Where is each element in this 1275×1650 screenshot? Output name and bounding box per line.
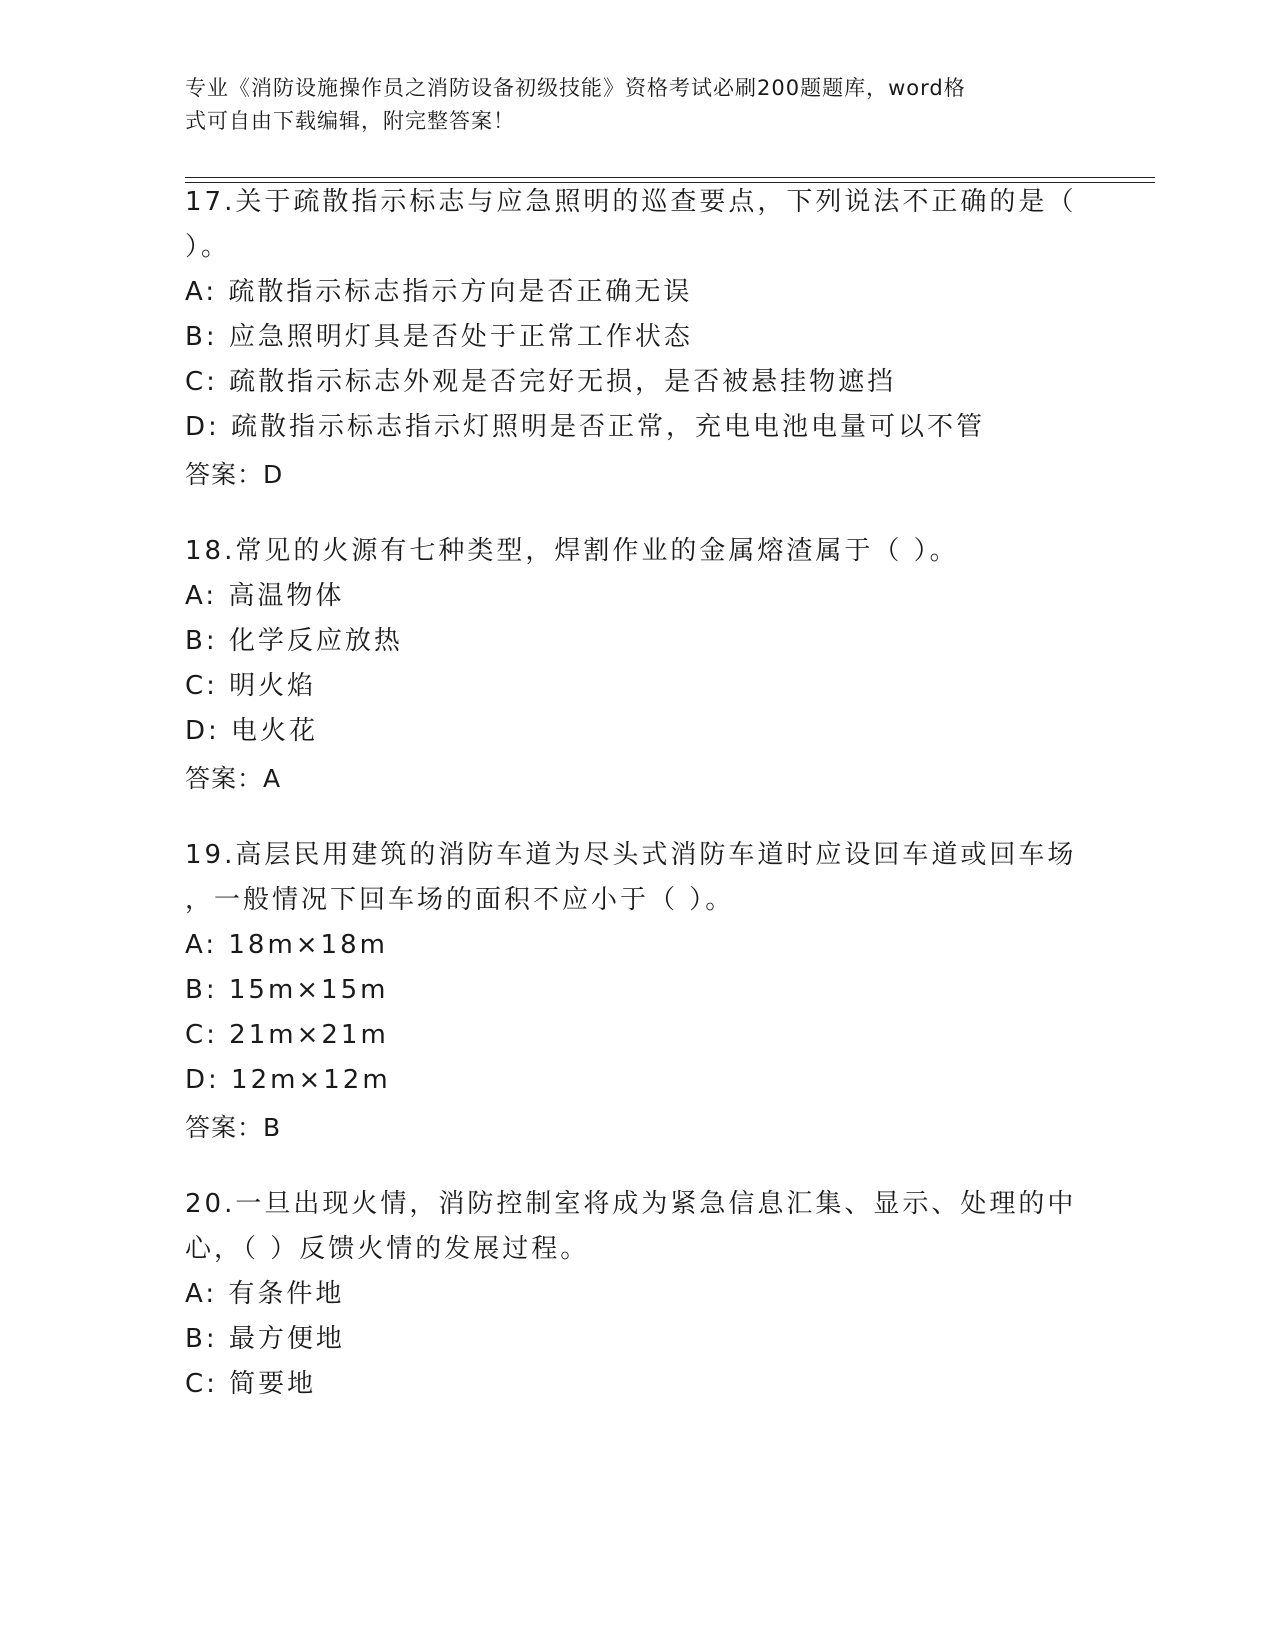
option-d: D: 疏散指示标志指示灯照明是否正常，充电电池电量可以不管 bbox=[185, 412, 986, 442]
question-18 bbox=[185, 529, 1085, 801]
question-stem-line-1: 17.关于疏散指示标志与应急照明的巡查要点，下列说法不正确的是（ bbox=[185, 187, 1077, 217]
question-stem-line-2: ，一般情况下回车场的面积不应小于（ ）。 bbox=[185, 885, 735, 915]
question-stem-line-1: 19.高层民用建筑的消防车道为尽头式消防车道时应设回车道或回车场 bbox=[185, 840, 1077, 870]
question-stem-line-1: 20.一旦出现火情，消防控制室将成为紧急信息汇集、显示、处理的中 bbox=[185, 1189, 1077, 1219]
option-a: A: 疏散指示标志指示方向是否正确无误 bbox=[185, 277, 693, 307]
document-header bbox=[185, 72, 1085, 138]
question-stem-line-1: 18.常见的火源有七种类型，焊割作业的金属熔渣属于（ ）。 bbox=[185, 536, 959, 566]
option-a: A: 有条件地 bbox=[185, 1279, 345, 1309]
option-a: A: 高温物体 bbox=[185, 581, 345, 611]
option-d: D: 12m×12m bbox=[185, 1065, 391, 1095]
option-c: C: 简要地 bbox=[185, 1369, 317, 1399]
option-c: C: 疏散指示标志外观是否完好无损，是否被悬挂物遮挡 bbox=[185, 367, 897, 397]
question-20 bbox=[185, 1182, 1085, 1407]
header-divider-top bbox=[185, 177, 1155, 178]
option-c: C: 明火焰 bbox=[185, 671, 317, 701]
question-stem-line-2: 心，（ ）反馈火情的发展过程。 bbox=[185, 1234, 590, 1264]
question-stem-line-2: ）。 bbox=[185, 232, 231, 262]
header-line-1: 专业《消防设施操作员之消防设备初级技能》资格考试必刷200题题库，word格 bbox=[185, 76, 966, 100]
question-17 bbox=[185, 180, 1085, 497]
header-line-2: 式可自由下载编辑，附完整答案！ bbox=[185, 109, 515, 133]
answer: 答案：B bbox=[185, 1113, 282, 1142]
option-b: B: 应急照明灯具是否处于正常工作状态 bbox=[185, 322, 693, 352]
question-19 bbox=[185, 833, 1085, 1150]
option-a: A: 18m×18m bbox=[185, 930, 388, 960]
option-b: B: 化学反应放热 bbox=[185, 626, 403, 656]
option-b: B: 最方便地 bbox=[185, 1324, 345, 1354]
option-d: D: 电火花 bbox=[185, 716, 319, 746]
answer: 答案：A bbox=[185, 764, 282, 793]
answer: 答案：D bbox=[185, 460, 284, 489]
option-c: C: 21m×21m bbox=[185, 1020, 389, 1050]
option-b: B: 15m×15m bbox=[185, 975, 389, 1005]
